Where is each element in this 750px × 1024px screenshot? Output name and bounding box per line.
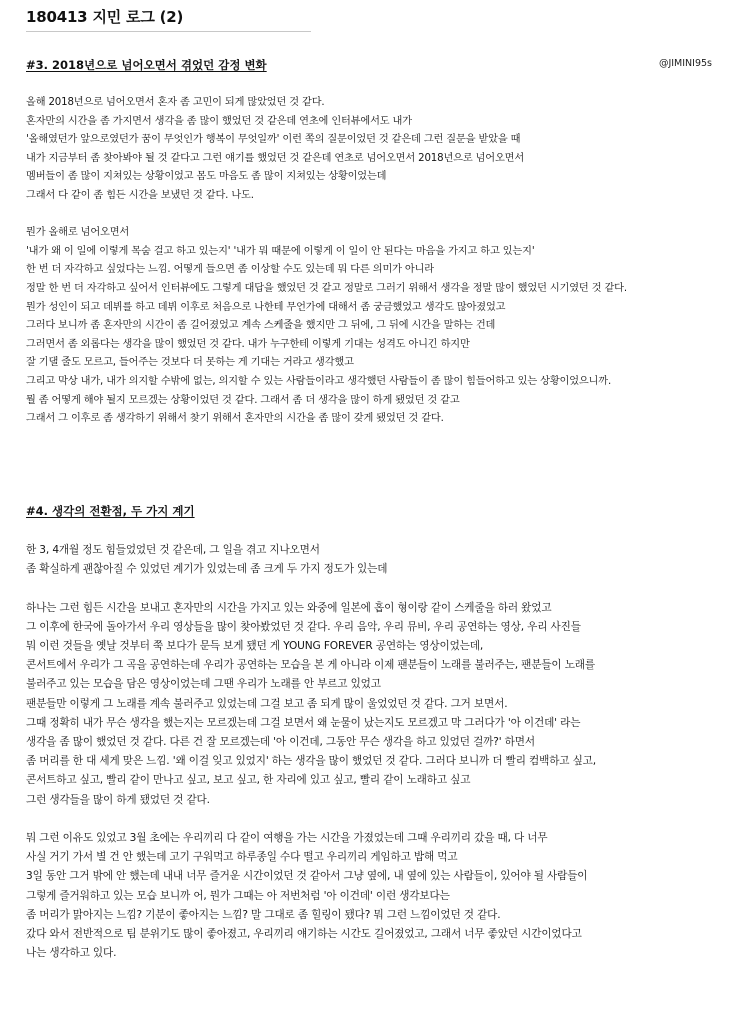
author-handle: @JIMINI95s	[658, 58, 712, 69]
text-line: 뭐 이런 것들을 옛날 것부터 쭉 보다가 문득 보게 됐던 게 YOUNG FOREVER 공연하는 영상이었는데,	[26, 640, 484, 652]
text-line: 생각을 좀 많이 했었던 것 같다. 다른 건 잘 모르겠는데 '아 이건데, 그동안 무슨 생각을 하고 있었던 걸까?' 하면서	[26, 736, 535, 749]
text-line: 콘서트에서 우리가 그 곡을 공연하는데 우리가 공연하는 모습을 본 게 아니라 이제 팬분들이 노래를 불러주는, 팬분들이 노래를	[26, 659, 595, 672]
paragraph	[26, 541, 726, 579]
text-line: 사실 거기 가서 별 건 안 했는데 고기 구워먹고 하루종일 수다 떨고 우리끼리 게임하고 밥해 먹고	[26, 851, 458, 864]
paragraph	[26, 829, 726, 963]
text-line: 그리고 막상 내가, 내가 의지할 수밖에 없는, 의지할 수 있는 사람들이라고 생각했던 사람들이 좀 많이 힘들어하고 있는 상황이었으니까.	[26, 375, 612, 387]
text-line: 팬분들만 이렇게 그 노래를 계속 불러주고 있었는데 그걸 보고 좀 되게 많이 울었었던 것 같다. 그거 보면서.	[26, 697, 508, 710]
text-line: 콘서트하고 싶고, 빨리 같이 만나고 싶고, 보고 싶고, 한 자리에 있고 싶고, 빨리 같이 노래하고 싶고	[26, 774, 471, 787]
text-line: 좀 머리를 한 대 세게 맞은 느낌. '왜 이걸 잊고 있었지' 하는 생각을 많이 했었던 것 같다. 그러다 보니까 더 빨리 컴백하고 싶고,	[26, 755, 596, 768]
text-line: 3일 동안 그거 밖에 안 했는데 내내 너무 즐거운 시간이었던 것 같아서 그냥 옆에, 내 옆에 있는 사람들이, 있어야 될 사람들이	[26, 870, 588, 883]
text-line: 그래서 그 이후로 좀 생각하기 위해서 찾기 위해서 혼자만의 시간을 좀 많이 갖게 됐었던 것 같다.	[26, 413, 444, 425]
text-line: 내가 지금부터 좀 찾아봐야 될 것 같다고 그런 얘기를 했었던 것 같은데 연초로 넘어오면서 2018년으로 넘어오면서	[26, 152, 525, 164]
section-3	[26, 54, 726, 447]
text-line: 그러다 보니까 좀 혼자만의 시간이 좀 길어졌었고 계속 스케줄을 했지만 그 뒤에, 그 뒤에 시간을 말하는 건데	[26, 320, 496, 332]
section-3-body	[26, 94, 726, 429]
document-title: 180413 지민 로그 (2)	[26, 8, 184, 26]
paragraph	[26, 599, 726, 810]
text-line: 혼자만의 시간을 좀 가지면서 생각을 좀 많이 했었던 것 같은데 연초에 인터뷰에서도 내가	[26, 115, 412, 127]
text-line: 불러주고 있는 모습을 담은 영상이었는데 그땐 우리가 노래를 안 부르고 있었고	[26, 678, 381, 691]
text-line: '내가 왜 이 일에 이렇게 목숨 걸고 하고 있는지' '내가 뭐 때문에 이렇게 이 일이 안 된다는 마음을 가지고 하고 있는지'	[26, 245, 535, 257]
title-divider	[26, 31, 311, 32]
text-line: 멤버들이 좀 많이 지쳐있는 상황이었고 몸도 마음도 좀 많이 지쳐있는 상황이었는데	[26, 171, 387, 183]
text-line: 그 이후에 한국에 돌아가서 우리 영상들을 많이 찾아봤었던 것 같다. 우리 음악, 우리 뮤비, 우리 공연하는 영상, 우리 사진들	[26, 620, 581, 633]
text-line: '올해였던가 앞으로였던가 꿈이 무엇인가 행복이 무엇일까' 이런 쪽의 질문이었던 것 같은데 그런 질문을 받았을 때	[26, 134, 521, 146]
text-line: 뭘 좀 어떻게 해야 될지 모르겠는 상황이었던 것 같다. 그래서 좀 더 생각을 많이 하게 됐었던 것 같고	[26, 394, 460, 406]
section-3-heading: #3. 2018년으로 넘어오면서 겪었던 감정 변화	[26, 58, 267, 72]
text-line: 그렇게 즐거워하고 있는 모습 보니까 어, 뭔가 그때는 아 저번처럼 '아 이건데' 이런 생각보다는	[26, 889, 450, 902]
text-line: 하나는 그런 힘든 시간을 보내고 혼자만의 시간을 가지고 있는 와중에 일본에 홉이 형이랑 같이 스케줄을 하러 왔었고	[26, 601, 552, 614]
text-line: 한 3, 4개월 정도 힘들었었던 것 같은데, 그 일을 겪고 지나오면서	[26, 544, 320, 556]
text-line: 그때 정확히 내가 무슨 생각을 했는지는 모르겠는데 그걸 보면서 왜 눈물이 났는지도 모르겠고 막 그러다가 '아 이건데' 라는	[26, 716, 581, 729]
text-line: 뭐 그런 이유도 있었고 3월 초에는 우리끼리 다 같이 여행을 가는 시간을 가졌었는데 그때 우리끼리 갔을 때, 다 너무	[26, 832, 548, 845]
text-line: 그러면서 좀 외롭다는 생각을 많이 했었던 것 같다. 내가 누구한테 이렇게 기대는 성격도 아니긴 하지만	[26, 338, 470, 350]
text-line: 잘 기댈 줄도 모르고, 들어주는 것보다 더 못하는 게 기대는 거라고 생각했고	[26, 357, 354, 369]
text-line: 좀 확실하게 괜찮아질 수 있었던 계기가 있었는데 좀 크게 두 가지 정도가 있는데	[26, 563, 388, 576]
paragraph	[26, 224, 726, 429]
text-line: 그래서 다 같이 좀 힘든 시간을 보냈던 것 같다. 나도.	[26, 189, 254, 201]
text-line: 정말 한 번 더 자각하고 싶어서 인터뷰에도 그렇게 대답을 했었던 것 같고 정말로 그러기 위해서 생각을 정말 많이 했었던 시기였던 것 같다.	[26, 282, 627, 294]
text-line: 올해 2018년으로 넘어오면서 혼자 좀 고민이 되게 많았었던 것 같다.	[26, 97, 325, 108]
text-line: 갔다 와서 전반적으로 팀 분위기도 많이 좋아졌고, 우리끼리 얘기하는 시간도 길어졌었고, 그래서 너무 좋았던 시간이었다고	[26, 928, 582, 941]
text-line: 나는 생각하고 있다.	[26, 947, 117, 960]
text-line: 뭔가 올해로 넘어오면서	[26, 227, 130, 239]
text-line: 뭔가 성인이 되고 데뷔를 하고 데뷔 이후로 처음으로 나한테 무언가에 대해서 좀 궁금했었고 생각도 많아졌었고	[26, 301, 506, 313]
text-line: 좀 머리가 맑아지는 느낌? 기분이 좋아지는 느낌? 말 그대로 좀 힐링이 됐다? 뭐 그런 느낌이었던 것 같다.	[26, 908, 501, 921]
section-4-heading: #4. 생각의 전환점, 두 가지 계기	[26, 504, 195, 518]
text-line: 한 번 더 자각하고 싶었다는 느낌. 어떻게 들으면 좀 이상할 수도 있는데 뭐 다른 의미가 아니라	[26, 264, 434, 276]
paragraph	[26, 94, 726, 206]
section-4-body	[26, 541, 726, 963]
text-line: 그런 생각들을 많이 하게 됐었던 것 같다.	[26, 793, 210, 806]
section-4	[26, 500, 726, 983]
